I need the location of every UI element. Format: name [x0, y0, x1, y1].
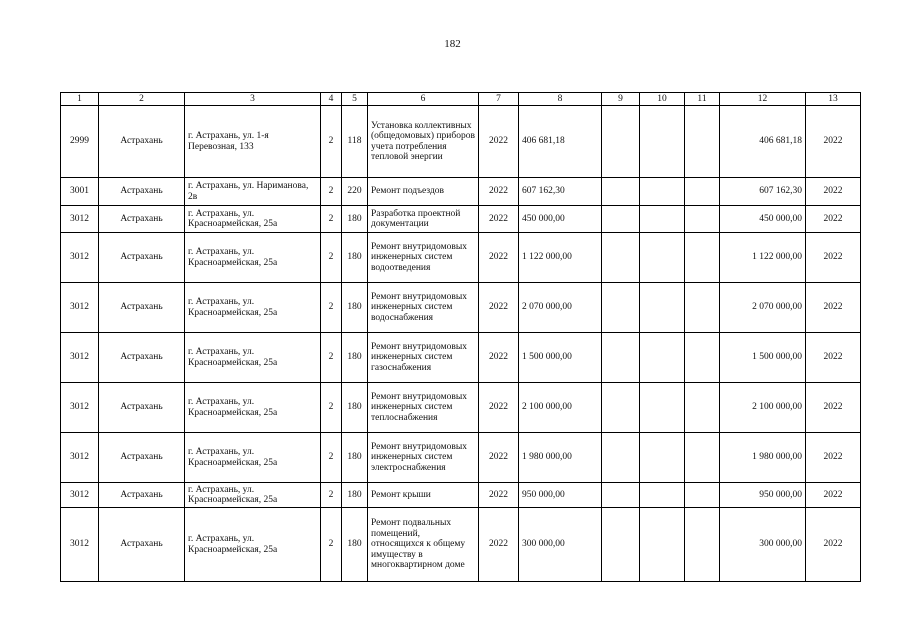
col9-cell — [602, 178, 640, 206]
col11-cell — [685, 483, 720, 508]
col5-cell: 118 — [342, 106, 368, 178]
address-cell: г. Астрахань, ул. Красноармейская, 25а — [185, 283, 321, 333]
col10-cell — [640, 383, 685, 433]
table-row — [61, 508, 861, 582]
table-row — [61, 383, 861, 433]
house-id-cell: 3012 — [61, 383, 99, 433]
year-cell: 2022 — [479, 483, 519, 508]
col10-cell — [640, 178, 685, 206]
col12-cost-cell: 406 681,18 — [720, 106, 806, 178]
col11-cell — [685, 383, 720, 433]
total-cost-cell: 1 122 000,00 — [519, 233, 602, 283]
city-cell: Астрахань — [99, 106, 185, 178]
col12-cost-cell: 607 162,30 — [720, 178, 806, 206]
table-row — [61, 483, 861, 508]
column-header: 7 — [479, 93, 519, 106]
col13-year-cell: 2022 — [806, 283, 861, 333]
table-row — [61, 233, 861, 283]
work-type-cell: Ремонт подвальных помещений, относящихся к общему имуществу в многоквартирном доме — [368, 508, 479, 582]
col13-year-cell: 2022 — [806, 178, 861, 206]
col9-cell — [602, 333, 640, 383]
col4-cell: 2 — [321, 508, 342, 582]
column-header: 8 — [519, 93, 602, 106]
house-id-cell: 3012 — [61, 333, 99, 383]
col5-cell: 180 — [342, 233, 368, 283]
work-type-cell: Ремонт подъездов — [368, 178, 479, 206]
col4-cell: 2 — [321, 106, 342, 178]
col12-cost-cell: 1 980 000,00 — [720, 433, 806, 483]
col13-year-cell: 2022 — [806, 106, 861, 178]
col11-cell — [685, 233, 720, 283]
year-cell: 2022 — [479, 383, 519, 433]
address-cell: г. Астрахань, ул. Красноармейская, 25а — [185, 233, 321, 283]
col5-cell: 180 — [342, 483, 368, 508]
col13-year-cell: 2022 — [806, 333, 861, 383]
table-row — [61, 283, 861, 333]
city-cell: Астрахань — [99, 483, 185, 508]
work-type-cell: Ремонт внутридомовых инженерных систем теплоснабжения — [368, 383, 479, 433]
col10-cell — [640, 483, 685, 508]
col5-cell: 180 — [342, 206, 368, 233]
work-type-cell: Ремонт внутридомовых инженерных систем водоснабжения — [368, 283, 479, 333]
page-number: 182 — [444, 38, 461, 50]
col5-cell: 220 — [342, 178, 368, 206]
house-id-cell: 3012 — [61, 483, 99, 508]
col11-cell — [685, 433, 720, 483]
address-cell: г. Астрахань, ул. 1-я Перевозная, 133 — [185, 106, 321, 178]
column-header: 13 — [806, 93, 861, 106]
total-cost-cell: 1 980 000,00 — [519, 433, 602, 483]
city-cell: Астрахань — [99, 433, 185, 483]
col12-cost-cell: 2 100 000,00 — [720, 383, 806, 433]
col12-cost-cell: 300 000,00 — [720, 508, 806, 582]
address-cell: г. Астрахань, ул. Красноармейская, 25а — [185, 206, 321, 233]
house-id-cell: 3001 — [61, 178, 99, 206]
col12-cost-cell: 2 070 000,00 — [720, 283, 806, 333]
col10-cell — [640, 206, 685, 233]
work-type-cell: Ремонт внутридомовых инженерных систем водоотведения — [368, 233, 479, 283]
col13-year-cell: 2022 — [806, 233, 861, 283]
city-cell: Астрахань — [99, 178, 185, 206]
year-cell: 2022 — [479, 178, 519, 206]
col11-cell — [685, 178, 720, 206]
col9-cell — [602, 383, 640, 433]
col13-year-cell: 2022 — [806, 483, 861, 508]
city-cell: Астрахань — [99, 233, 185, 283]
column-header: 3 — [185, 93, 321, 106]
year-cell: 2022 — [479, 508, 519, 582]
city-cell: Астрахань — [99, 283, 185, 333]
col9-cell — [602, 283, 640, 333]
col12-cost-cell: 1 500 000,00 — [720, 333, 806, 383]
col11-cell — [685, 206, 720, 233]
col12-cost-cell: 1 122 000,00 — [720, 233, 806, 283]
col9-cell — [602, 483, 640, 508]
address-cell: г. Астрахань, ул. Красноармейская, 25а — [185, 483, 321, 508]
year-cell: 2022 — [479, 283, 519, 333]
col9-cell — [602, 508, 640, 582]
total-cost-cell: 607 162,30 — [519, 178, 602, 206]
column-header: 12 — [720, 93, 806, 106]
column-header: 11 — [685, 93, 720, 106]
total-cost-cell: 950 000,00 — [519, 483, 602, 508]
col5-cell: 180 — [342, 433, 368, 483]
col5-cell: 180 — [342, 383, 368, 433]
address-cell: г. Астрахань, ул. Нариманова, 2в — [185, 178, 321, 206]
total-cost-cell: 406 681,18 — [519, 106, 602, 178]
house-id-cell: 3012 — [61, 283, 99, 333]
total-cost-cell: 450 000,00 — [519, 206, 602, 233]
col10-cell — [640, 433, 685, 483]
col4-cell: 2 — [321, 333, 342, 383]
col4-cell: 2 — [321, 206, 342, 233]
address-cell: г. Астрахань, ул. Красноармейская, 25а — [185, 433, 321, 483]
column-header: 6 — [368, 93, 479, 106]
col10-cell — [640, 508, 685, 582]
col4-cell: 2 — [321, 283, 342, 333]
col13-year-cell: 2022 — [806, 433, 861, 483]
year-cell: 2022 — [479, 106, 519, 178]
col11-cell — [685, 508, 720, 582]
table-row — [61, 333, 861, 383]
house-id-cell: 3012 — [61, 233, 99, 283]
col9-cell — [602, 233, 640, 283]
column-header: 1 — [61, 93, 99, 106]
col5-cell: 180 — [342, 508, 368, 582]
col12-cost-cell: 950 000,00 — [720, 483, 806, 508]
column-header: 5 — [342, 93, 368, 106]
col10-cell — [640, 233, 685, 283]
table-row — [61, 206, 861, 233]
col11-cell — [685, 333, 720, 383]
work-type-cell: Ремонт крыши — [368, 483, 479, 508]
col4-cell: 2 — [321, 433, 342, 483]
registry-table — [60, 92, 861, 582]
total-cost-cell: 2 070 000,00 — [519, 283, 602, 333]
house-id-cell: 3012 — [61, 206, 99, 233]
col13-year-cell: 2022 — [806, 383, 861, 433]
col10-cell — [640, 106, 685, 178]
column-header: 4 — [321, 93, 342, 106]
year-cell: 2022 — [479, 433, 519, 483]
column-header: 9 — [602, 93, 640, 106]
work-type-cell: Установка коллективных (общедомовых) приборов учета потребления тепловой энергии — [368, 106, 479, 178]
city-cell: Астрахань — [99, 333, 185, 383]
col5-cell: 180 — [342, 333, 368, 383]
year-cell: 2022 — [479, 233, 519, 283]
col11-cell — [685, 283, 720, 333]
house-id-cell: 3012 — [61, 433, 99, 483]
city-cell: Астрахань — [99, 383, 185, 433]
address-cell: г. Астрахань, ул. Красноармейская, 25а — [185, 508, 321, 582]
col4-cell: 2 — [321, 233, 342, 283]
table-row — [61, 178, 861, 206]
total-cost-cell: 300 000,00 — [519, 508, 602, 582]
col10-cell — [640, 283, 685, 333]
col9-cell — [602, 206, 640, 233]
total-cost-cell: 2 100 000,00 — [519, 383, 602, 433]
col12-cost-cell: 450 000,00 — [720, 206, 806, 233]
col9-cell — [602, 106, 640, 178]
address-cell: г. Астрахань, ул. Красноармейская, 25а — [185, 383, 321, 433]
table-header-row — [61, 93, 861, 106]
col11-cell — [685, 106, 720, 178]
city-cell: Астрахань — [99, 508, 185, 582]
col5-cell: 180 — [342, 283, 368, 333]
work-type-cell: Разработка проектной документации — [368, 206, 479, 233]
col4-cell: 2 — [321, 178, 342, 206]
col9-cell — [602, 433, 640, 483]
year-cell: 2022 — [479, 206, 519, 233]
col4-cell: 2 — [321, 483, 342, 508]
col13-year-cell: 2022 — [806, 206, 861, 233]
city-cell: Астрахань — [99, 206, 185, 233]
house-id-cell: 2999 — [61, 106, 99, 178]
work-type-cell: Ремонт внутридомовых инженерных систем газоснабжения — [368, 333, 479, 383]
column-header: 10 — [640, 93, 685, 106]
work-type-cell: Ремонт внутридомовых инженерных систем электроснабжения — [368, 433, 479, 483]
table-row — [61, 433, 861, 483]
address-cell: г. Астрахань, ул. Красноармейская, 25а — [185, 333, 321, 383]
year-cell: 2022 — [479, 333, 519, 383]
house-id-cell: 3012 — [61, 508, 99, 582]
column-header: 2 — [99, 93, 185, 106]
table-row — [61, 106, 861, 178]
col10-cell — [640, 333, 685, 383]
col13-year-cell: 2022 — [806, 508, 861, 582]
col4-cell: 2 — [321, 383, 342, 433]
total-cost-cell: 1 500 000,00 — [519, 333, 602, 383]
